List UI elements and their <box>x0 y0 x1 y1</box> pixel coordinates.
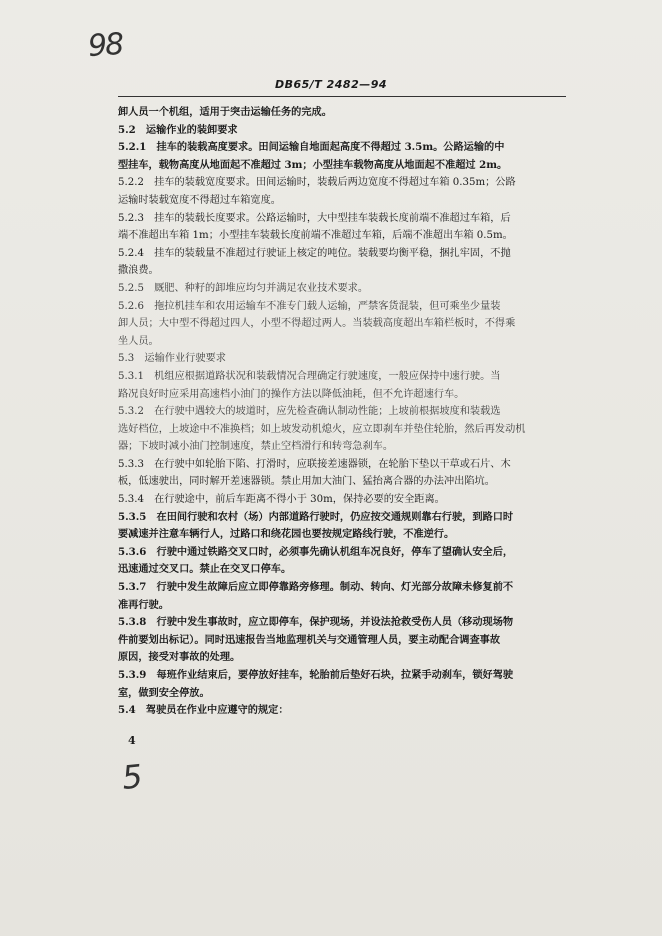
text-line: 选好档位，上坡途中不准换档；如上坡发动机熄火，应立即刹车并垫住轮胎，然后再发动机 <box>118 423 526 435</box>
text-line: 5.2.5 厩肥、种籽的卸堆应均匀并满足农业技术要求。 <box>118 282 369 294</box>
section-heading: 5.4 驾驶员在作业中应遵守的规定： <box>118 704 289 717</box>
section-heading: 5.2 运输作业的装卸要求 <box>118 123 238 136</box>
text-line: 原因，接受对事故的处理。 <box>118 651 241 664</box>
text-line: 要减速并注意车辆行人，过路口和绕花园也要按规定路线行驶，不准逆行。 <box>118 528 455 541</box>
section-heading: 5.3 运输作业行驶要求 <box>118 353 226 365</box>
text-line: 5.3.9 每班作业结束后，要停放好挂车，轮胎前后垫好石块，拉紧手动刹车，锁好驾驶 <box>118 669 514 681</box>
text-line: 路况良好时应采用高速档小油门的操作方法以降低油耗，但不允许超速行车。 <box>118 388 465 400</box>
text-line: 5.3.7 行驶中发生故障后应立即停靠路旁修理。制动、转向、灯光部分故障未修复前不 <box>118 581 514 594</box>
text-line: 5.3.8 行驶中发生事故时，应立即停车，保护现场，并设法抢救受伤人员（移动现场物 <box>118 616 514 629</box>
text-line: 坐人员。 <box>118 335 159 347</box>
text-line: 5.2.6 拖拉机挂车和农用运输车不准专门载人运输，严禁客货混装，但可乘坐少量装 <box>118 300 501 312</box>
text-line: 卸人员一个机组，适用于突击运输任务的完成。 <box>118 106 332 118</box>
header-divider <box>118 96 566 97</box>
document-header: DB65/T 2482—94 <box>274 78 388 91</box>
text-line: 件前要划出标记）。同时迅速报告当地监理机关与交通管理人员，要主动配合调查事故 <box>118 633 501 646</box>
handwritten-bottom-mark: 5 <box>120 757 145 797</box>
text-line: 5.2.3 挂车的装载长度要求。公路运输时，大中型挂车装载长度前端不准超过车箱，后 <box>118 212 511 224</box>
text-line: 5.3.6 行驶中通过铁路交叉口时，必须事先确认机组车况良好，停车了望确认安全后， <box>118 545 514 558</box>
text-line: 端不准超出车箱 1m；小型挂车装载长度前端不准超过车箱，后端不准超出车箱 0.5m。 <box>118 230 513 242</box>
page-number: 4 <box>128 734 136 747</box>
text-line: 5.3.3 在行驶中如轮胎下陷、打滑时，应联接差速器锁，在轮胎下垫以干草或石片、木 <box>118 458 511 470</box>
text-line: 5.2.2 挂车的装载宽度要求。田间运输时，装载后两边宽度不得超过车箱 0.35m；公路 <box>118 177 516 189</box>
text-line: 器；下坡时减小油门控制速度，禁止空档滑行和转弯急刹车。 <box>118 441 394 453</box>
text-line: 5.3.2 在行驶中遇较大的坡道时，应先检查确认制动性能；上坡前根据坡度和装载选 <box>118 406 501 418</box>
text-line: 准再行驶。 <box>118 598 169 611</box>
text-line: 迅速通过交叉口。禁止在交叉口停车。 <box>118 563 292 576</box>
text-line: 5.3.1 机组应根据道路状况和装载情况合理确定行驶速度，一般应保持中速行驶。当 <box>118 370 501 382</box>
text-line: 室，做到安全停放。 <box>118 686 210 699</box>
text-line: 5.2.1 挂车的装载高度要求。田间运输自地面起高度不得超过 3.5m。公路运输的中 <box>118 141 505 154</box>
text-line: 卸人员；大中型不得超过四人，小型不得超过两人。当装载高度超出车箱栏板时，不得乘 <box>118 318 516 330</box>
text-line: 运输时装载宽度不得超过车箱宽度。 <box>118 194 281 206</box>
text-line: 5.2.4 挂车的装载量不准超过行驶证上核定的吨位。装载要均衡平稳，捆扎牢固，不抛 <box>118 247 511 259</box>
text-line: 5.3.4 在行驶途中，前后车距离不得小于 30m，保持必要的安全距离。 <box>118 494 445 506</box>
handwritten-page-mark: 98 <box>86 26 124 65</box>
text-line: 撒浪费。 <box>118 265 159 277</box>
body-text <box>118 104 568 720</box>
text-line: 板，低速驶出，同时解开差速器锁。禁止用加大油门、猛抬离合器的办法冲出陷坑。 <box>118 476 495 488</box>
text-line: 5.3.5 在田间行驶和农村（场）内部道路行驶时，仍应按交通规则靠右行驶，到路口时 <box>118 510 514 523</box>
text-line: 型挂车，载物高度从地面起不准超过 3m；小型挂车载物高度从地面起不准超过 2m。 <box>118 158 508 171</box>
